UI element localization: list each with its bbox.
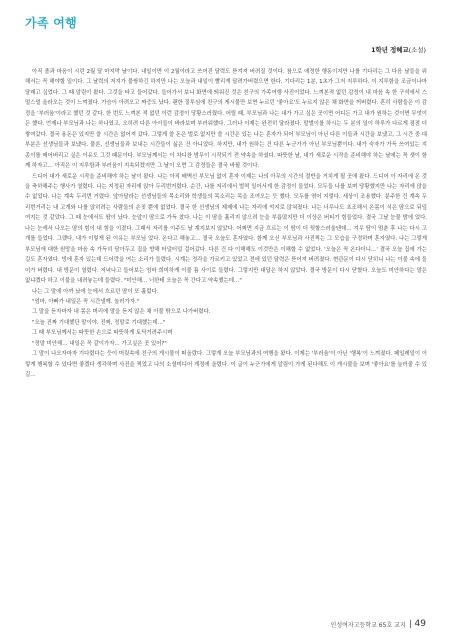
paragraph: 드디어 내가 새로운 시작을 준비해야 하는 날이 왔다. 나는 아직 배벽신 부모님 없이 혼자 이제는 나의 아무의 시간의 절반을 거치게 될 곳에 왔다. 드디어 이 자리에 온 것을 축하해주는 행사가 열렸다. 나는 지정된 자리에 앉아 두리번거렸다. 순간, 나를 저리에서 벌떡 일어서게 한 감정이 들었다. 모두들 나를 보며 당황했지만 나는 자리에 앉을 수 없었다. 나는 계속 두리번 거렸다. 앞아달라는 선생님들의 목소리와 학생들의 목소리는 목을 조여오는 듯 했다. 모두를 엮어 지렇다. 세상이 조용했다. 분주한 건 계속 두리번거리는 내 고개와 나를 앉히려는 사람들의 손짓 뿐에 없었다. 결국 한 선생님의 제제에 나는 자리에 억지로 앉혀졌다. 나는 너무나도 초조해서 온몸이 식은 땀으로 뒤덮여지는 것 같았다. 그 때 눈에서도 땀이 났다. 눈앞이 땀으로 가득 찼다. 나는 이 땀을 흘리지 않으려 눈을 부릅떴지만 더 이상은 버티기 힘들었다. 결국 그날 눈물 밤에 었다. 나는 눈에서 나오는 땀의 힘이 내 힘을 이겼다. 그래서 자리를 이주도 날 계지보지 않았다. 어쩌면 지금 흐르는 이 땀이 더 뒷할스러울텐데… 겨우 땀이 멈춘 후 나는 다시 고개를 들었다. 그랬다, 내가 이렇게 된 이유는 부모님 었다. 온다고 해놓고… 결국 오늘도 혼자였다. 함께 오신 부모님과 사진찍는 그 모습을 구경하며 혼자였다. 나는 그렇게 부모님에 대한 원망을 마음 속 가득히 담아두고 집을 향해 터덜터덜 걸어갔다. 다른 건 다 이해해도 이것만은 이해할 수 없었다. '오늘은 꼭 온다더니…' 결국 오늘 집에 가는 길도 혼자였다. 빙에 혼자 있는데 드어락을 여는 소리가 들렸다. 시계는 정각을 가르키고 있었고 전에 있던 달력은 뜯어져 버려졌다. 현관문이 다시 닫히니 나는 이불 속에 들어가 버렸다. 내 방문이 열렸다. 저녁나고 들어보는 엄마 희미하게 이불 틈 사이로 들렸다. 그렇지만 대답은 하지 않았다. 결국 방문이 다시 닫혔다. 오늘도 미안하다는 말은 없냐겠다 하고 이불을 내려놓는데 들렸다. "미안해… 너한테 오늘은 꼭 간다고 약속했는데…" xyxy=(25,173,427,285)
paragraph: 나는 그 말에 아까 났에 눈에서 흐르던 땀이 또 흘렀다. xyxy=(32,288,159,295)
publication-name: 인성여자고등학교 65호 교지 xyxy=(330,621,406,629)
paragraph: 아직 졸과 마음이 시린 2월 달 마지막 날이다. 내일이면 이 2월이라고 쓰여진 달력도 뜯겨져 버려질 것이다. 참으로 애정한 행동이지만 나를 기다리는 그 다음 날들을 위해서는 꼭 해야할 일이다. 그 날력의 저지가 불쌍하긴 하지만 나는 오늘과 내일이 빨리게 달려가버렸으면 한다. 기다리는 1분, 1초가 그저 지루하다. 이 지루함을 조금이나마 달래고 싶었다. 그 때 알림이 왔다. 그것을 타고 들어갔다. 들어가서 보니 화면에 띄워진 것은 친구의 가족여행 사진이었다. 느껴본적 없던 감정이 내 마음 속 한 구석에서 스멀스멀 올라오는 것이 느껴졌다. 가슴이 아려오고 짜증도 났다. 괜한 질투심에 친구의 게시물만 보면 누르던 '좋아요'도 누르지 않은 채 화면을 꺼버렸다. 혼히 사람들은 이 감정을 '부러움'이라고 했던 것 같다. 한 번도 느껴본 적 없던 이런 감정이 당황스러웠다. 어릴 때, 부모님과 나는 내가 가고 싶은 곳이면 어디든 가고 내가 원하는 것이면 무엇이든 했다. 언제나 부모님과 나는 하나였고, 오히려 다른 아이들이 바라보며 부러워했다. 그러나 이제는 완전히 달라졌다. 말벌이를 하시는 두 분의 일이 하루가 다르게 점점 더 쌓여갔다. 결국 용돈은 있지만 쓸 시간은 없어져 갔다. 그렇게 쓸 돈은 벌로 없지만 쓸 시간은 있는 나는 혼자가 되어 부모님이 아닌 다른 이들과 시간을 보냈고, 그 시간 중 대부분은 선생님들과 보냈다. 물론, 선생님들과 보내는 시간들이 싫은 건 아니었다. 하지만, 내가 원하는 건 다른 누군가가 아닌 부모님뿐이다. 내가 숙자가 가득 쓰여있는 지 종이를 매어버리고 싶은 이유도 그것 때문이다. 부모님께서는 이 차디찬 밤무이 시작되기 전 약속을 하셨다. 따뜻한 날, 내가 새로운 시작을 준비해야 하는 날에는 꼭 셋이 함께 하자고… 아직은 이 지루함과 부러움이 지속되겠지만 그 날이 오면 그 감정들은 결국 바뀔 것이다. xyxy=(25,69,428,170)
article-body xyxy=(25,67,427,381)
footer-divider xyxy=(410,620,411,628)
paragraph: "오늘 진짜 기대했단 말이야. 진짜, 정말로 기대했는데…" xyxy=(32,319,166,326)
page-footer xyxy=(331,619,426,629)
article-author xyxy=(371,45,426,54)
paragraph: "정말 미안해… 내일은 꼭 같이가자… 가고싶은 곳 있어?" xyxy=(32,340,167,347)
paragraph: "엄마, 아빠가 내일은 꼭 시간낼께. 놀러가자." xyxy=(32,298,140,305)
author-genre: (소설) xyxy=(408,46,426,54)
page-number: 49 xyxy=(414,619,426,629)
paragraph: 그 말이 나오자마자 기다렸다는 듯이 머릿속에 친구의 게시물이 떠올랐다. 그렇게 오늘 부모님과의 여행을 왔다. 이제는 '부러움'이 아닌 '행복'이 느껴졌다. 페일레일이 이렇게 행복할 수 있다면 좋겠다 생각하며 사진을 찍었고 나의 소셜미디어 게정에 올렸다. 이 글이 누군가에게 알림이 가게 된다해도 이 게시물을 보며 '좋아요'를 눌러줄 수 있길… xyxy=(25,351,427,379)
author-grade-name: 1학년 정혜교 xyxy=(371,46,409,54)
paragraph: 그 말을 듣자마자 내 몸은 머리에 말을 듣지 않은 채 이불 밖으로 나가버렸다. xyxy=(32,309,211,316)
paragraph: 그 때 부모님께서는 따뜻한 손으로 따뜻하게 토닥거려주시며 xyxy=(32,330,173,337)
article-title: 가족 여행 xyxy=(25,16,78,30)
